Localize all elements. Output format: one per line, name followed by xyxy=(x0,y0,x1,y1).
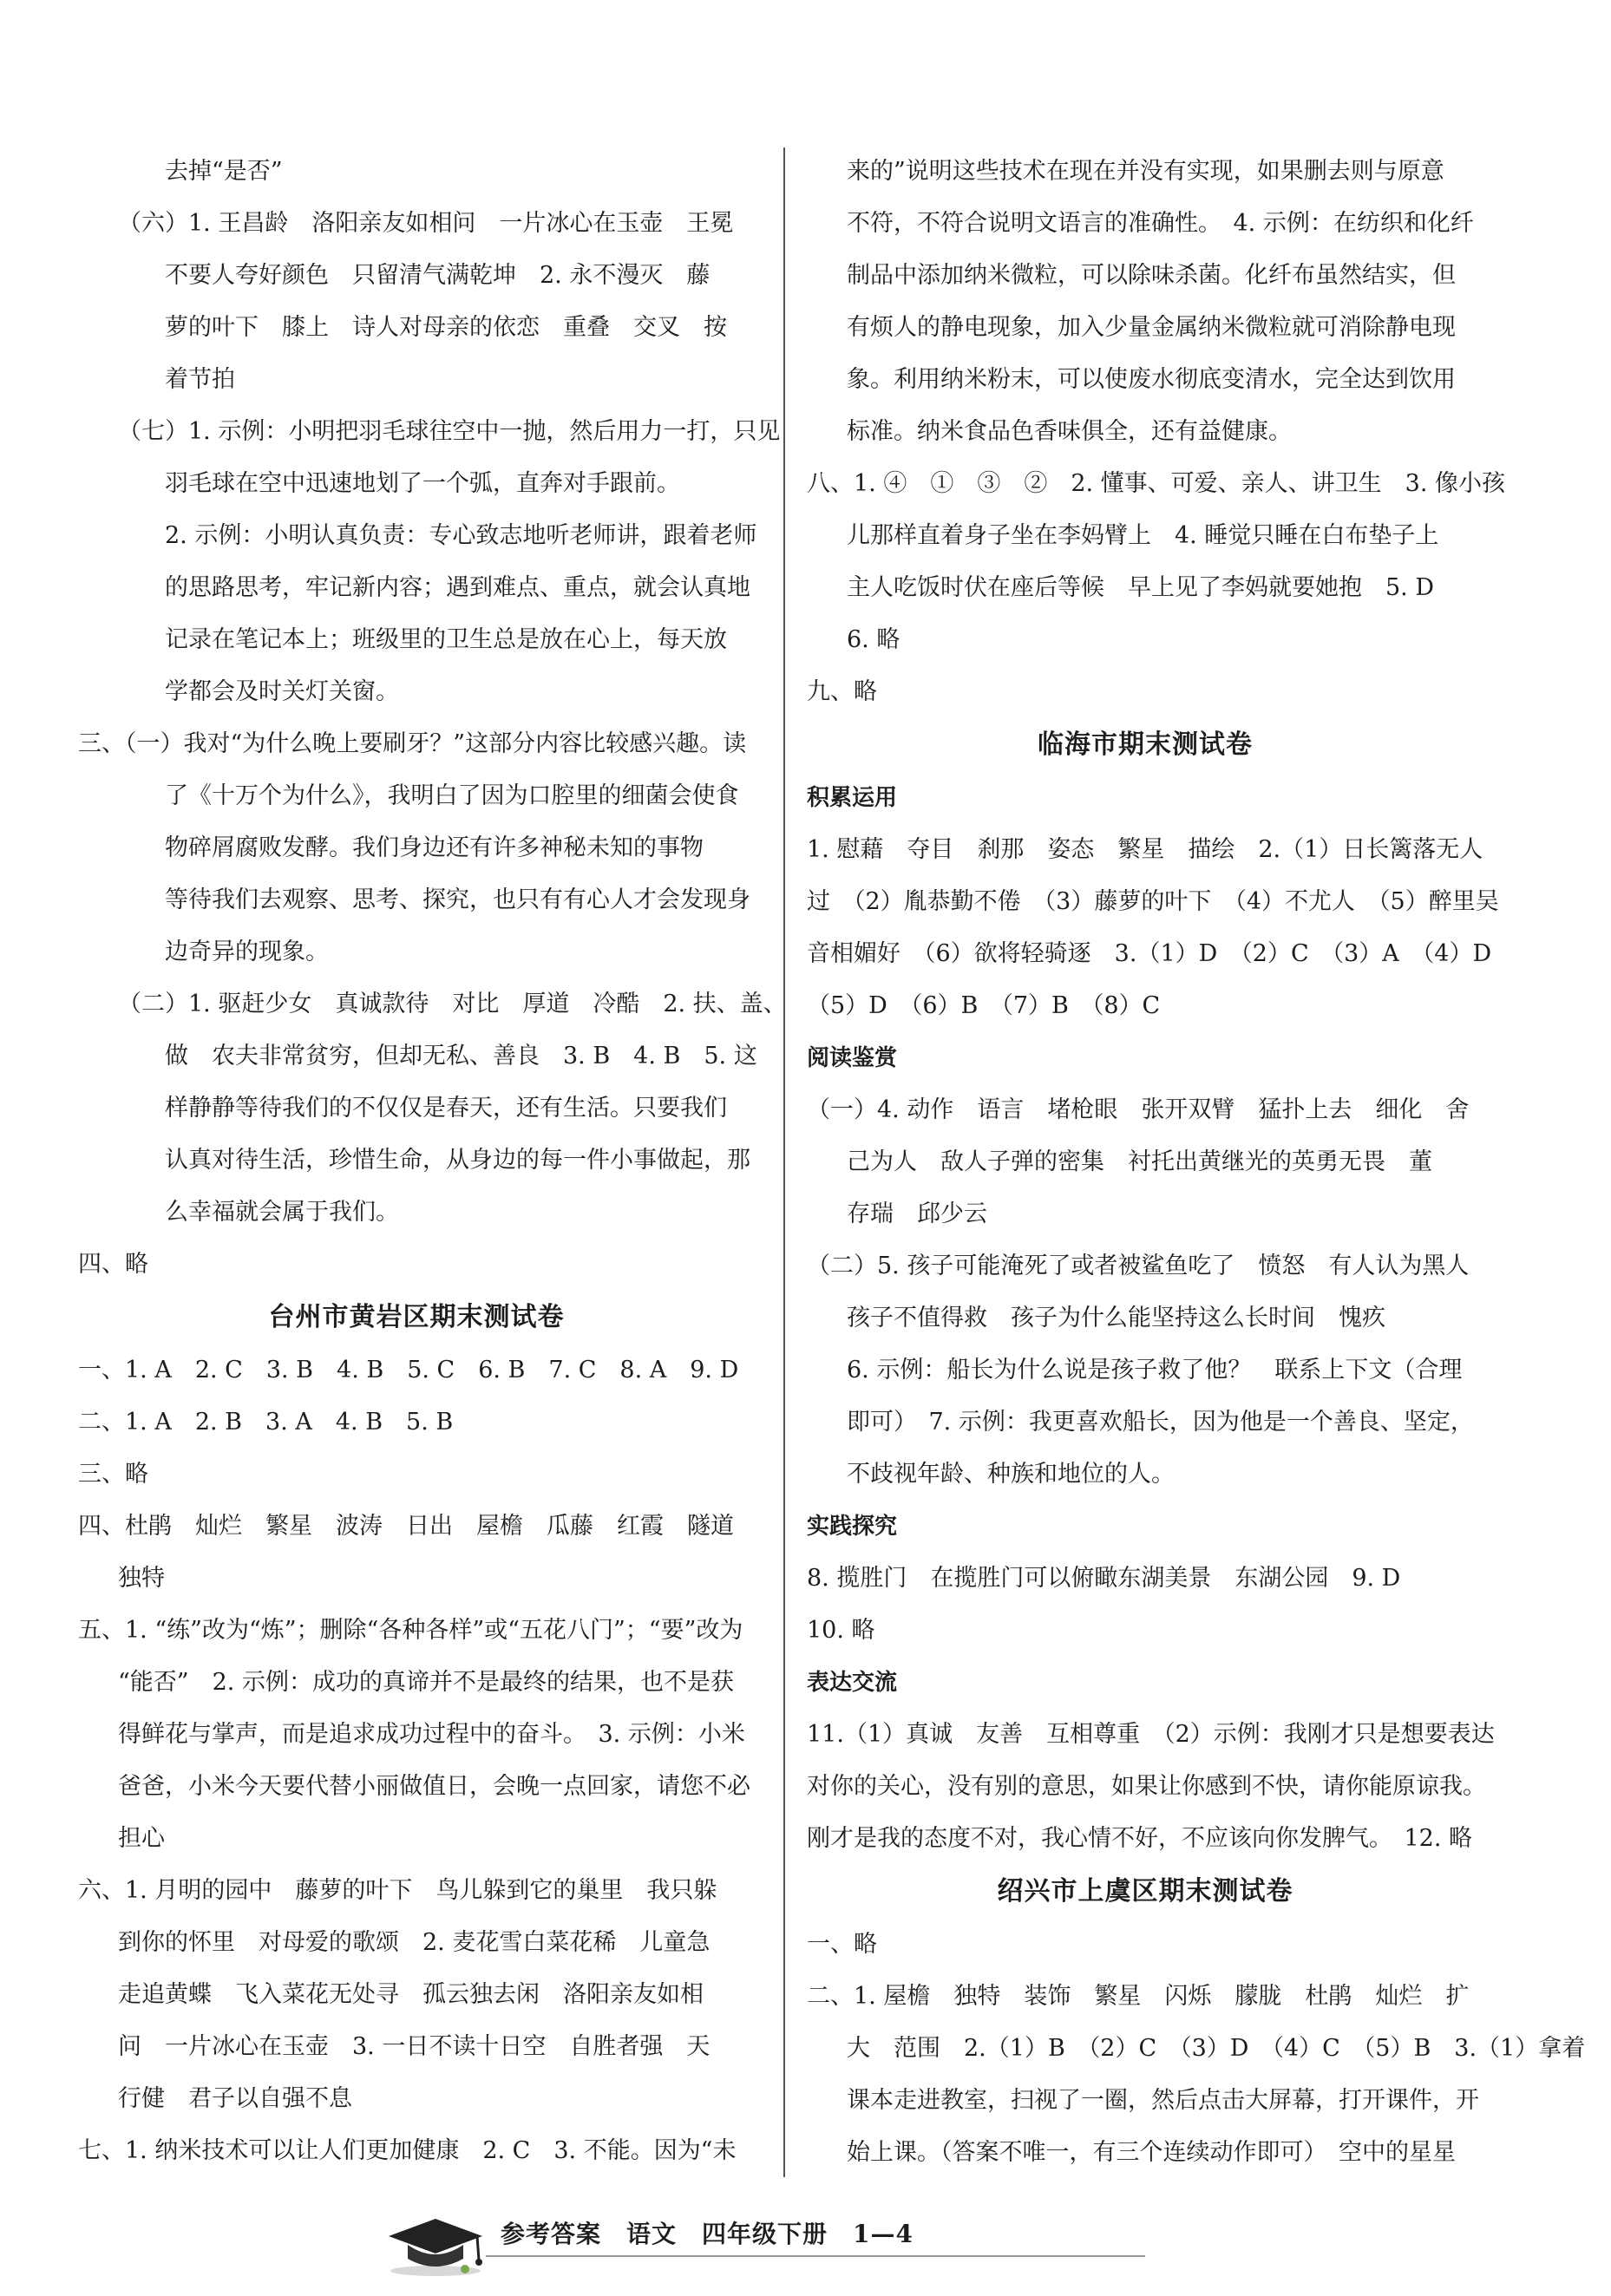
answer-line: 音相媚好 （6）欲将轻骑逐 3.（1）D （2）C （3）A （4）D xyxy=(807,940,1492,967)
answer-line: 八、1. ④ ① ③ ② 2. 懂事、可爱、亲人、讲卫生 3. 像小孩 xyxy=(807,470,1506,497)
answer-line: 二、1. 屋檐 独特 装饰 繁星 闪烁 朦胧 杜鹃 灿烂 扩 xyxy=(807,1983,1470,2010)
answer-line: 三、（一）我对“为什么晚上要刷牙？”这部分内容比较感兴趣。读 xyxy=(78,730,747,757)
answer-line: 2. 示例：小明认真负责：专心致志地听老师讲，跟着老师 xyxy=(165,522,757,549)
answer-line: （二）1. 驱赶少女 真诚款待 对比 厚道 冷酷 2. 扶、盖、 xyxy=(118,991,787,1017)
answer-line: 着节拍 xyxy=(165,366,235,393)
answer-line: 11.（1）真诚 友善 互相尊重 （2）示例：我刚才只是想要表达 xyxy=(807,1721,1495,1748)
answer-line: 五、1. “练”改为“炼”；删除“各种各样”或“五花八门”；“要”改为 xyxy=(78,1617,743,1644)
answer-line: 8. 揽胜门 在揽胜门可以俯瞰东湖美景 东湖公园 9. D xyxy=(807,1565,1401,1592)
answer-line: （七）1. 示例：小明把羽毛球往空中一抛，然后用力一打，只见 xyxy=(118,418,781,445)
answer-line: 么幸福就会属于我们。 xyxy=(165,1199,399,1226)
answer-line: 课本走进教室，扫视了一圈，然后点击大屏幕，打开课件，开 xyxy=(847,2087,1479,2114)
page-footer xyxy=(0,2210,1611,2280)
subsection-heading: 实践探究 xyxy=(807,1514,898,1540)
footer-text: 参考答案 语文 四年级下册 1—4 xyxy=(501,2220,914,2248)
subsection-heading: 阅读鉴赏 xyxy=(807,1045,898,1071)
answer-line: 二、1. A 2. B 3. A 4. B 5. B xyxy=(78,1409,454,1436)
answer-line: 刚才是我的态度不对，我心情不好，不应该向你发脾气。 12. 略 xyxy=(807,1825,1473,1852)
graduation-cap-icon xyxy=(382,2210,494,2280)
answer-line: 1. 慰藉 夺目 刹那 姿态 繁星 描绘 2.（1）日长篱落无人 xyxy=(807,836,1483,863)
answer-line: 不符，不符合说明文语言的准确性。 4. 示例：在纺织和化纤 xyxy=(847,210,1474,237)
answer-line: 认真对待生活，珍惜生命，从身边的每一件小事做起，那 xyxy=(165,1147,750,1174)
section-title: 临海市期末测试卷 xyxy=(1038,729,1253,760)
answer-line: 的思路思考，牢记新内容；遇到难点、重点，就会认真地 xyxy=(165,574,750,601)
answer-line: 主人吃饭时伏在座后等候 早上见了李妈就要她抱 5. D xyxy=(847,574,1434,601)
right-column xyxy=(807,146,1586,2179)
footer-rule xyxy=(486,2255,1145,2257)
answer-line: 去掉“是否” xyxy=(165,158,283,185)
column-divider xyxy=(783,147,785,2177)
answer-line: 来的”说明这些技术在现在并没有实现，如果删去则与原意 xyxy=(847,158,1444,185)
answer-line: （六）1. 王昌龄 洛阳亲友如相问 一片冰心在玉壶 王冕 xyxy=(118,210,734,237)
answer-line: 了《十万个为什么》，我明白了因为口腔里的细菌会使食 xyxy=(165,782,739,809)
answer-line: 6. 示例：船长为什么说是孩子救了他？ 联系上下文（合理 xyxy=(847,1357,1463,1383)
answer-line: 标准。纳米食品色香味俱全，还有益健康。 xyxy=(847,418,1292,445)
answer-line: 得鲜花与掌声，而是追求成功过程中的奋斗。 3. 示例：小米 xyxy=(118,1721,745,1748)
answer-line: 做 农夫非常贫穷，但却无私、善良 3. B 4. B 5. 这 xyxy=(165,1043,757,1070)
answer-line: 物碎屑腐败发酵。我们身边还有许多神秘未知的事物 xyxy=(165,834,704,861)
answer-line: 一、1. A 2. C 3. B 4. B 5. C 6. B 7. C 8. A 9. D xyxy=(78,1357,739,1383)
answer-line: 萝的叶下 膝上 诗人对母亲的依恋 重叠 交叉 按 xyxy=(165,314,727,341)
section-title: 绍兴市上虞区期末测试卷 xyxy=(997,1876,1293,1907)
answer-line: 爸爸，小米今天要代替小丽做值日，会晚一点回家，请您不必 xyxy=(118,1773,750,1800)
answer-line: 四、杜鹃 灿烂 繁星 波涛 日出 屋檐 瓜藤 红霞 隧道 xyxy=(78,1513,734,1540)
answer-line: 学都会及时关灯关窗。 xyxy=(165,678,399,705)
answer-line: 等待我们去观察、思考、探究，也只有有心人才会发现身 xyxy=(165,886,750,913)
answer-line: 不歧视年龄、种族和地位的人。 xyxy=(847,1461,1175,1488)
answer-line: 孩子不值得救 孩子为什么能坚持这么长时间 愧疚 xyxy=(847,1305,1385,1331)
answer-line: 不要人夸好颜色 只留清气满乾坤 2. 永不漫灭 藤 xyxy=(165,262,711,289)
answer-line: （5）D （6）B （7）B （8）C xyxy=(807,992,1161,1019)
answer-line: 记录在笔记本上；班级里的卫生总是放在心上，每天放 xyxy=(165,626,727,653)
section-title: 台州市黄岩区期末测试卷 xyxy=(268,1302,565,1332)
answer-line: 四、略 xyxy=(78,1251,148,1278)
answer-line: 边奇异的现象。 xyxy=(165,939,329,965)
answer-line: “能否” 2. 示例：成功的真谛并不是最终的结果，也不是获 xyxy=(118,1669,734,1696)
answer-line: 羽毛球在空中迅速地划了一个弧，直奔对手跟前。 xyxy=(165,470,680,497)
left-column xyxy=(78,146,787,2177)
answer-line: 走追黄蝶 飞入菜花无处寻 孤云独去闲 洛阳亲友如相 xyxy=(118,1981,704,2008)
answer-line: 样静静等待我们的不仅仅是春天，还有生活。只要我们 xyxy=(165,1095,727,1122)
answer-line: 大 范围 2.（1）B （2）C （3）D （4）C （5）B 3.（1）拿着 xyxy=(847,2035,1586,2062)
answer-line: 即可） 7. 示例：我更喜欢船长，因为他是一个善良、坚定， xyxy=(847,1409,1474,1436)
answer-line: 有烦人的静电现象，加入少量金属纳米微粒就可消除静电现 xyxy=(847,314,1456,341)
answer-line: 对你的关心，没有别的意思，如果让你感到不快，请你能原谅我。 xyxy=(807,1773,1486,1800)
answer-line: 三、略 xyxy=(78,1461,148,1488)
answer-line: 担心 xyxy=(118,1825,165,1852)
answer-line: 6. 略 xyxy=(847,626,900,653)
answer-line: 到你的怀里 对母爱的歌颂 2. 麦花雪白菜花稀 儿童急 xyxy=(118,1929,711,1956)
answer-line: 儿那样直着身子坐在李妈臂上 4. 睡觉只睡在白布垫子上 xyxy=(847,522,1439,549)
answer-line: 己为人 敌人子弹的密集 衬托出黄继光的英勇无畏 董 xyxy=(847,1148,1432,1175)
subsection-heading: 表达交流 xyxy=(807,1670,898,1696)
answer-line: 独特 xyxy=(118,1565,165,1592)
answer-line: 六、1. 月明的园中 藤萝的叶下 鸟儿躲到它的巢里 我只躲 xyxy=(78,1877,717,1904)
answer-line: 一、略 xyxy=(807,1931,877,1958)
subsection-heading: 积累运用 xyxy=(807,785,898,811)
answer-line: 10. 略 xyxy=(807,1617,875,1644)
answer-line: （一）4. 动作 语言 堵枪眼 张开双臂 猛扑上去 细化 舍 xyxy=(807,1096,1470,1123)
answer-line: 过 （2）胤恭勤不倦 （3）藤萝的叶下 （4）不尤人 （5）醉里吴 xyxy=(807,888,1499,915)
answer-line: 七、1. 纳米技术可以让人们更加健康 2. C 3. 不能。因为“未 xyxy=(78,2137,737,2164)
answer-line: 象。利用纳米粉末，可以使废水彻底变清水，完全达到饮用 xyxy=(847,366,1456,393)
answer-line: 九、略 xyxy=(807,678,877,705)
answer-line: 问 一片冰心在玉壶 3. 一日不读十日空 自胜者强 天 xyxy=(118,2033,711,2060)
answer-line: 存瑞 邱少云 xyxy=(847,1200,987,1227)
answer-line: 制品中添加纳米微粒，可以除味杀菌。化纤布虽然结实，但 xyxy=(847,262,1456,289)
answer-line: 行健 君子以自强不息 xyxy=(118,2085,352,2112)
answer-line: （二）5. 孩子可能淹死了或者被鲨鱼吃了 愤怒 有人认为黑人 xyxy=(807,1253,1470,1279)
answer-line: 始上课。（答案不唯一，有三个连续动作即可） 空中的星星 xyxy=(847,2139,1456,2166)
